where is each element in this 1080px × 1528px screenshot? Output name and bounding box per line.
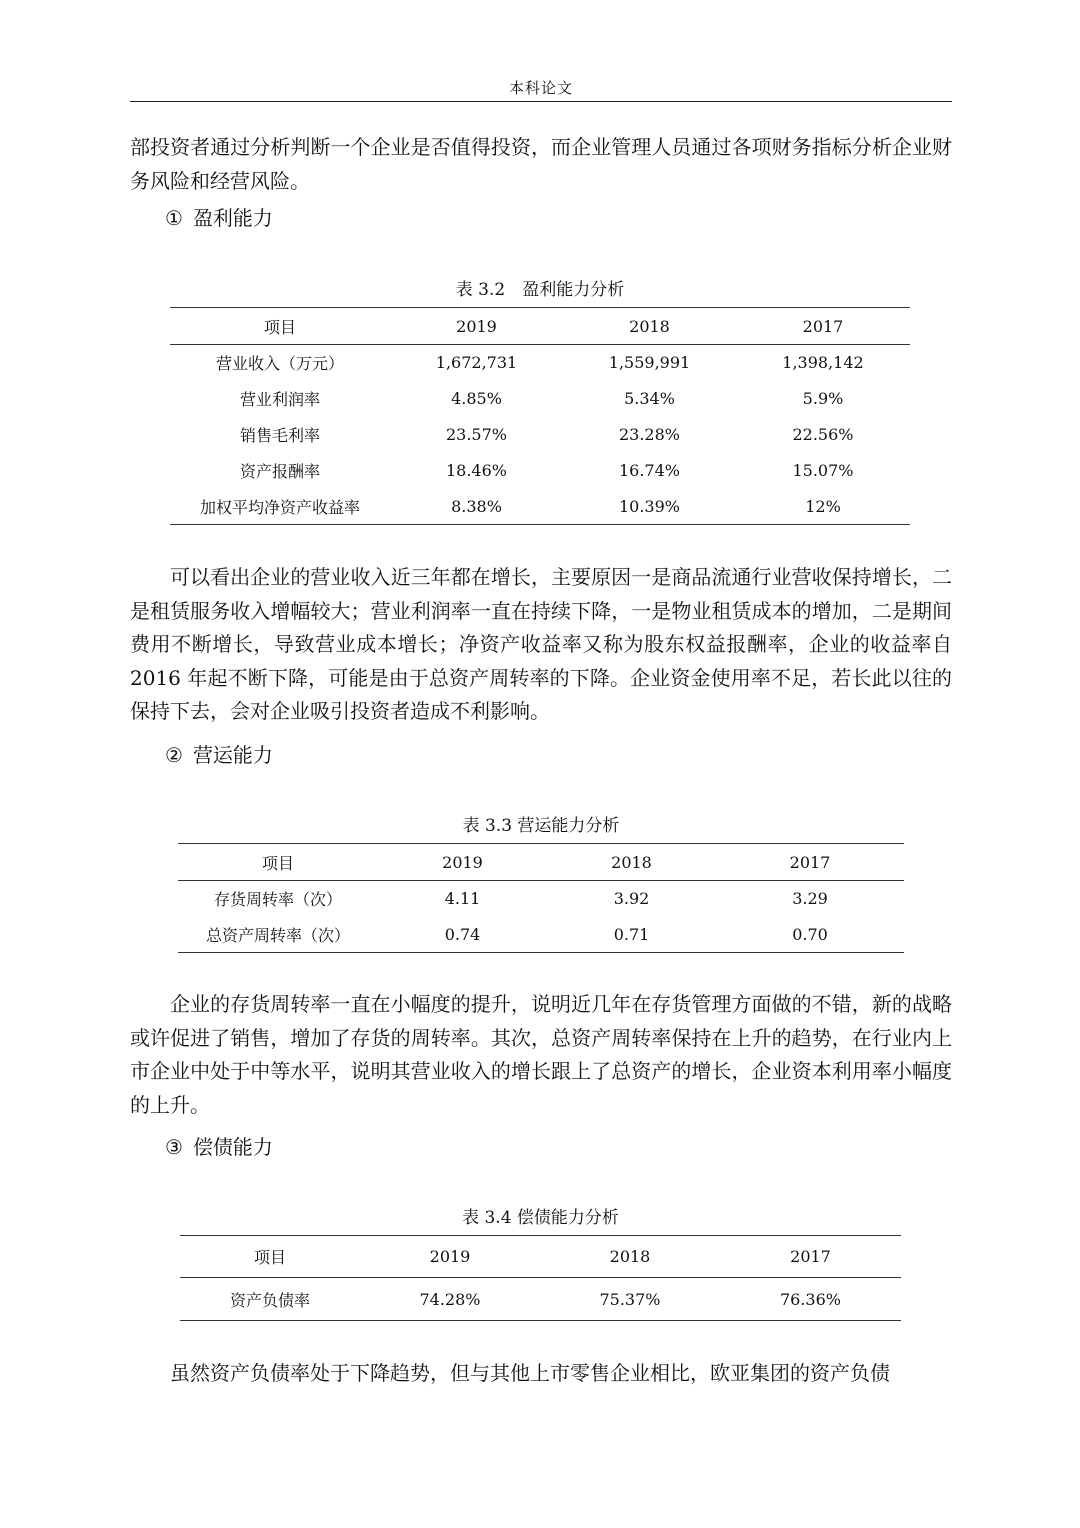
table-row: [178, 917, 904, 953]
column-header: 2019: [456, 316, 497, 336]
table-cell: 1,559,991: [608, 353, 691, 373]
table-caption: 表 3.4 偿债能力分析: [462, 1208, 619, 1228]
table-cell: 22.56%: [792, 425, 854, 444]
table-cell: 10.39%: [618, 496, 680, 516]
section-heading-profitability: [165, 202, 273, 234]
section-number: ②: [165, 743, 183, 767]
table-cell: 营业利润率: [239, 390, 320, 409]
table-cell: 0.74: [444, 924, 481, 944]
table-header-row: [170, 308, 910, 345]
table-cell: 0.71: [613, 924, 650, 944]
column-header: 2019: [429, 1247, 471, 1266]
column-header: 2018: [629, 316, 670, 336]
paragraph-operating-analysis: 企业的存货周转率一直在小幅度的提升，说明近几年在存货管理方面做的不错，新的战略或许促进了销售，增加了存货的周转率。其次，总资产周转率保持在上升的趋势，在行业内上市企业中处于中等水平，说明其营业收入的增长跟上了总资产的增长，企业资本利用率小幅度的上升。: [130, 992, 952, 1117]
column-header: 项目: [263, 317, 296, 337]
column-header: 2019: [442, 852, 483, 872]
table-cell: 4.85%: [451, 389, 502, 408]
table-cell: 4.11: [444, 889, 481, 909]
table-cell: 0.70: [792, 924, 828, 944]
table-cell: 12%: [805, 496, 841, 516]
table-cell: 8.38%: [451, 496, 502, 516]
table-cell: 74.28%: [419, 1289, 481, 1309]
table-row: [170, 417, 910, 453]
paragraph-intro: 部投资者通过分析判断一个企业是否值得投资，而企业管理人员通过各项财务指标分析企业财务风险和经营风险。: [130, 135, 952, 193]
table-cell: 76.36%: [779, 1289, 841, 1309]
column-header: 2017: [789, 852, 831, 872]
section-heading-solvency: [165, 1131, 273, 1163]
table-cell: 3.29: [792, 889, 828, 909]
table-row: [178, 881, 904, 917]
table-cell: 23.57%: [445, 425, 507, 444]
paragraph-profitability-analysis: 可以看出企业的营业收入近三年都在增长，主要原因一是商品流通行业营收保持增长，二是租赁服务收入增幅较大；营业利润率一直在持续下降，一是物业租赁成本的增加，二是期间费用不断增长，导致营业成本增长；净资产收益率又称为股东权益报酬率，企业的收益率自 2016 年起不断下降，可能是由于总资产周转率的下降。企业资金使用率不足，若长此以往的保持下去，会对企业吸引投资者造成不利影响。: [130, 565, 952, 723]
table-row: [170, 453, 910, 489]
table-cell: 资产负债率: [229, 1290, 310, 1310]
column-header: 2018: [611, 852, 652, 872]
table-cell: 总资产周转率（次）: [205, 925, 350, 945]
column-header: 2017: [802, 316, 844, 336]
table-cell: 加权平均净资产收益率: [199, 497, 360, 517]
table-row: [170, 489, 910, 525]
table-cell: 5.34%: [624, 389, 675, 408]
column-header: 2017: [790, 1247, 831, 1266]
table-row: [170, 345, 910, 381]
column-header: 项目: [261, 853, 294, 873]
page-header: 本科论文: [508, 79, 573, 97]
table-caption: 表 3.3 营运能力分析: [462, 816, 620, 836]
table-row: [170, 381, 910, 417]
table-header-row: [180, 1236, 901, 1278]
table-cell: 3.92: [613, 889, 650, 909]
table-cell: 销售毛利率: [239, 426, 320, 445]
operating-table: [178, 843, 904, 953]
profitability-table: [170, 307, 910, 525]
table-caption: 表 3.2 盈利能力分析: [455, 280, 625, 300]
table-cell: 5.9%: [802, 389, 844, 408]
table-cell: 营业收入（万元）: [215, 354, 344, 374]
header-rule: [130, 101, 952, 102]
table-cell: 15.07%: [792, 461, 854, 480]
table-cell: 1,398,142: [782, 353, 864, 373]
section-title: 营运能力: [192, 743, 273, 767]
section-number: ①: [165, 206, 183, 230]
table-header-row: [178, 844, 904, 881]
section-heading-operating: [165, 739, 273, 771]
section-number: ③: [165, 1135, 183, 1159]
table-cell: 存货周转率（次）: [213, 890, 342, 910]
table-cell: 75.37%: [599, 1289, 661, 1309]
solvency-table: [180, 1235, 901, 1321]
table-cell: 23.28%: [618, 425, 680, 444]
column-header: 2018: [609, 1247, 651, 1266]
table-cell: 16.74%: [618, 461, 680, 480]
section-title: 偿债能力: [192, 1135, 273, 1159]
section-title: 盈利能力: [192, 206, 273, 230]
paragraph-solvency-analysis: 虽然资产负债率处于下降趋势，但与其他上市零售企业相比，欧亚集团的资产负债: [170, 1361, 890, 1385]
column-header: 项目: [253, 1248, 286, 1267]
table-cell: 1,672,731: [435, 353, 518, 373]
table-cell: 资产报酬率: [239, 462, 320, 481]
table-row: [180, 1278, 901, 1321]
table-cell: 18.46%: [445, 461, 507, 480]
